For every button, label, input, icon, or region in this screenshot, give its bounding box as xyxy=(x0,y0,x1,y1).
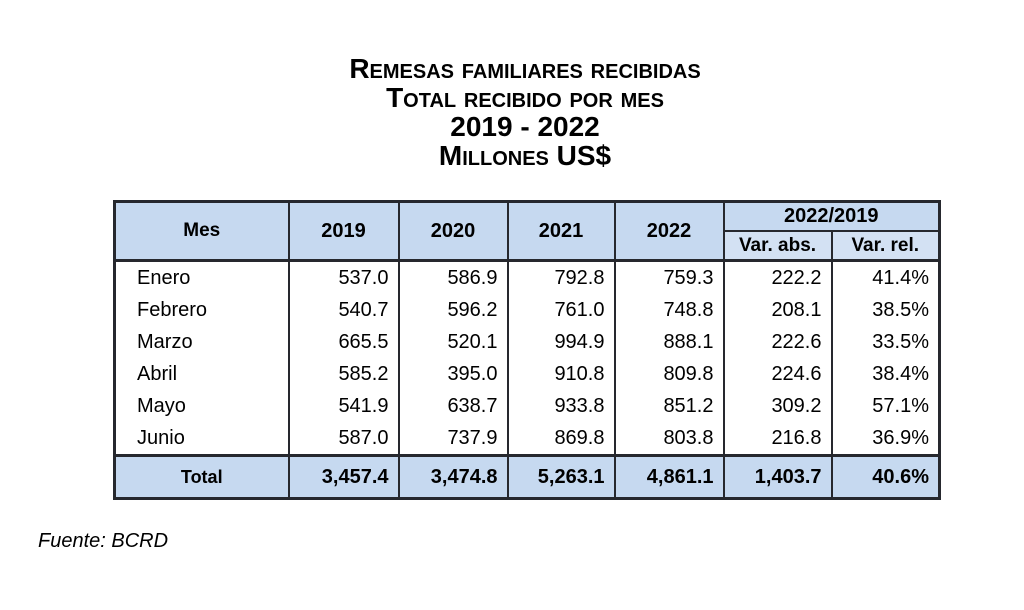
value-cell: 737.9 xyxy=(399,422,508,456)
header-var-abs: Var. abs. xyxy=(724,231,832,261)
total-2019: 3,457.4 xyxy=(289,456,399,499)
title-block xyxy=(100,54,950,170)
month-cell: Febrero xyxy=(115,294,289,326)
value-cell: 851.2 xyxy=(615,390,724,422)
table-row xyxy=(115,358,940,390)
value-cell: 224.6 xyxy=(724,358,832,390)
value-cell: 803.8 xyxy=(615,422,724,456)
value-cell: 222.2 xyxy=(724,261,832,295)
value-cell: 759.3 xyxy=(615,261,724,295)
value-cell: 586.9 xyxy=(399,261,508,295)
value-cell: 216.8 xyxy=(724,422,832,456)
value-cell: 596.2 xyxy=(399,294,508,326)
header-year-2022: 2022 xyxy=(615,202,724,261)
value-cell: 761.0 xyxy=(508,294,615,326)
value-cell: 537.0 xyxy=(289,261,399,295)
header-year-2020: 2020 xyxy=(399,202,508,261)
title-line-years: 2019 - 2022 xyxy=(450,111,600,142)
month-cell: Enero xyxy=(115,261,289,295)
value-cell: 38.5% xyxy=(832,294,940,326)
total-var-rel: 40.6% xyxy=(832,456,940,499)
value-cell: 888.1 xyxy=(615,326,724,358)
value-cell: 665.5 xyxy=(289,326,399,358)
header-year-2021: 2021 xyxy=(508,202,615,261)
table-header xyxy=(115,202,940,261)
table-row xyxy=(115,390,940,422)
value-cell: 638.7 xyxy=(399,390,508,422)
value-cell: 38.4% xyxy=(832,358,940,390)
table-body xyxy=(115,261,940,456)
total-2022: 4,861.1 xyxy=(615,456,724,499)
header-row-main xyxy=(115,202,940,232)
remittances-table xyxy=(113,200,941,500)
table-row xyxy=(115,326,940,358)
total-2021: 5,263.1 xyxy=(508,456,615,499)
title-line-main: Remesas familiares recibidas xyxy=(349,53,701,84)
table-footer xyxy=(115,456,940,499)
value-cell: 41.4% xyxy=(832,261,940,295)
value-cell: 36.9% xyxy=(832,422,940,456)
value-cell: 910.8 xyxy=(508,358,615,390)
total-2020: 3,474.8 xyxy=(399,456,508,499)
value-cell: 222.6 xyxy=(724,326,832,358)
value-cell: 809.8 xyxy=(615,358,724,390)
value-cell: 541.9 xyxy=(289,390,399,422)
value-cell: 520.1 xyxy=(399,326,508,358)
value-cell: 208.1 xyxy=(724,294,832,326)
value-cell: 395.0 xyxy=(399,358,508,390)
value-cell: 587.0 xyxy=(289,422,399,456)
table-row xyxy=(115,261,940,295)
value-cell: 585.2 xyxy=(289,358,399,390)
month-cell: Mayo xyxy=(115,390,289,422)
header-year-2019: 2019 xyxy=(289,202,399,261)
header-comparison-2022-2019: 2022/2019 xyxy=(724,202,940,232)
total-var-abs: 1,403.7 xyxy=(724,456,832,499)
total-row xyxy=(115,456,940,499)
value-cell: 309.2 xyxy=(724,390,832,422)
title-line-units: Millones US$ xyxy=(438,140,612,171)
value-cell: 994.9 xyxy=(508,326,615,358)
value-cell: 933.8 xyxy=(508,390,615,422)
total-label: Total xyxy=(115,456,289,499)
value-cell: 33.5% xyxy=(832,326,940,358)
header-mes: Mes xyxy=(115,202,289,261)
header-var-rel: Var. rel. xyxy=(832,231,940,261)
value-cell: 57.1% xyxy=(832,390,940,422)
value-cell: 540.7 xyxy=(289,294,399,326)
title-line-subtitle: Total recibido por mes xyxy=(386,82,664,113)
table-row xyxy=(115,294,940,326)
value-cell: 748.8 xyxy=(615,294,724,326)
month-cell: Marzo xyxy=(115,326,289,358)
month-cell: Junio xyxy=(115,422,289,456)
source-note: Fuente: BCRD xyxy=(38,530,169,552)
value-cell: 869.8 xyxy=(508,422,615,456)
month-cell: Abril xyxy=(115,358,289,390)
value-cell: 792.8 xyxy=(508,261,615,295)
table-row xyxy=(115,422,940,456)
